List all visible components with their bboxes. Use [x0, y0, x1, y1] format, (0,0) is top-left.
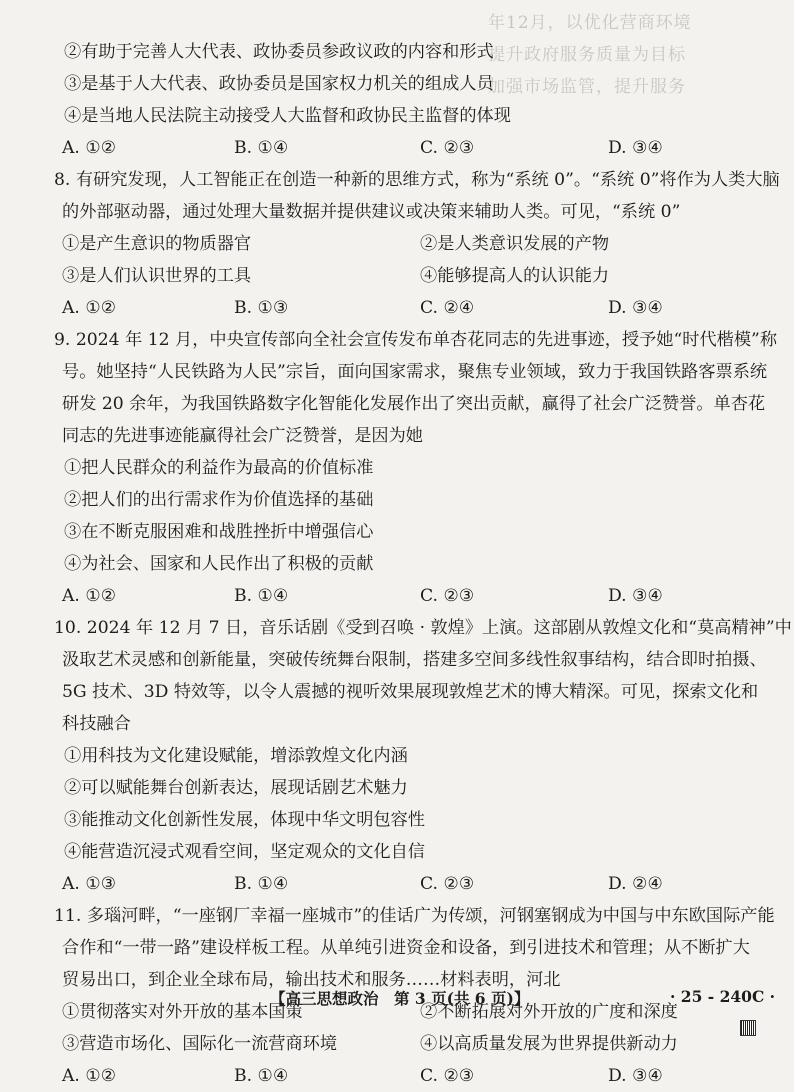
- choice-b: B. ①④: [234, 874, 289, 894]
- q8-option-3: ③是人们认识世界的工具: [62, 266, 252, 286]
- q11-stem-line: 贸易出口，到企业全球布局，输出技术和服务……材料表明，河北: [62, 970, 561, 990]
- q7-option-2: ②有助于完善人大代表、政协委员参政议政的内容和形式: [64, 42, 494, 62]
- choice-a: A. ①③: [62, 874, 117, 894]
- q10-stem-line: 汲取艺术灵感和创新能量，突破传统舞台限制，搭建多空间多线性叙事结构，结合即时拍摄、: [62, 650, 767, 670]
- q8-stem-line: 8. 有研究发现，人工智能正在创造一种新的思维方式，称为“系统 0”。“系统 0”将作为人类大脑: [54, 170, 780, 190]
- q10-option-2: ②可以赋能舞台创新表达，展现话剧艺术魅力: [64, 778, 408, 798]
- choice-b: B. ①④: [234, 586, 289, 606]
- q11-stem-line: 11. 多瑙河畔，“一座钢厂幸福一座城市”的佳话广为传颂，河钢塞钢成为中国与中东欧国际产能: [54, 906, 775, 926]
- q10-stem-line: 科技融合: [62, 714, 131, 734]
- q9-option-2: ②把人们的出行需求作为价值选择的基础: [64, 490, 374, 510]
- q7-option-4: ④是当地人民法院主动接受人大监督和政协民主监督的体现: [64, 106, 511, 126]
- choice-d: D. ③④: [608, 138, 663, 158]
- choice-c: C. ②③: [420, 586, 475, 606]
- q8-options-row: [62, 260, 752, 292]
- qr-code-icon: [740, 1020, 756, 1036]
- q8-stem-line: 的外部驱动器，通过处理大量数据并提供建议或决策来辅助人类。可见，“系统 0”: [62, 202, 681, 222]
- choice-b: B. ①④: [234, 138, 289, 158]
- choice-c: C. ②③: [420, 874, 475, 894]
- choice-a: A. ①②: [62, 1066, 117, 1086]
- q10-choices: [62, 868, 752, 900]
- choice-b: B. ①③: [234, 298, 289, 318]
- q8-option-1: ①是产生意识的物质器官: [62, 234, 252, 254]
- choice-d: D. ②④: [608, 874, 663, 894]
- page-footer: [0, 987, 794, 1011]
- bleed-through-text: 加强市场监管，提升服务: [488, 77, 686, 97]
- choice-c: C. ②③: [420, 1066, 475, 1086]
- footer-exam-code: · 25 - 240C ·: [670, 987, 776, 1006]
- question-content: [54, 36, 792, 1092]
- choice-a: A. ①②: [62, 586, 117, 606]
- footer-page-info: 【高三思想政治 第 3 页(共 6 页)】: [270, 989, 530, 1008]
- q8-option-4: ④能够提高人的认识能力: [420, 266, 610, 286]
- q9-stem-line: 同志的先进事迹能赢得社会广泛赞誉，是因为她: [62, 426, 423, 446]
- q10-stem-line: 5G 技术、3D 特效等，以令人震撼的视听效果展现敦煌艺术的博大精深。可见，探索文化和: [62, 682, 759, 702]
- q9-stem-line: 9. 2024 年 12 月，中央宣传部向全社会宣传发布单杏花同志的先进事迹，授予她“时代楷模”称: [54, 330, 778, 350]
- bleed-through-text: 年12月，以优化营商环境: [488, 13, 692, 33]
- choice-d: D. ③④: [608, 586, 663, 606]
- q7-choices: [62, 132, 752, 164]
- choice-d: D. ③④: [608, 298, 663, 318]
- q9-option-4: ④为社会、国家和人民作出了积极的贡献: [64, 554, 374, 574]
- q8-options-row: [62, 228, 752, 260]
- q11-option-3: ③营造市场化、国际化一流营商环境: [62, 1034, 338, 1054]
- q10-stem-line: 10. 2024 年 12 月 7 日，音乐话剧《受到召唤 · 敦煌》上演。这部剧从敦煌文化和“莫高精神”中: [54, 618, 792, 638]
- q11-options-row: [62, 1028, 752, 1060]
- q11-option-2: ②不断拓展对外开放的广度和深度: [420, 1002, 678, 1022]
- choice-d: D. ③④: [608, 1066, 663, 1086]
- q9-choices: [62, 580, 752, 612]
- q11-option-4: ④以高质量发展为世界提供新动力: [420, 1034, 678, 1054]
- q10-option-3: ③能推动文化创新性发展，体现中华文明包容性: [64, 810, 425, 830]
- bleed-through-text: 提升政府服务质量为目标: [488, 45, 686, 65]
- q9-option-3: ③在不断克服困难和战胜挫折中增强信心: [64, 522, 374, 542]
- choice-b: B. ①④: [234, 1066, 289, 1086]
- choice-a: A. ①②: [62, 298, 117, 318]
- q11-stem-line: 合作和“一带一路”建设样板工程。从单纯引进资金和设备，到引进技术和管理；从不断扩大: [62, 938, 750, 958]
- q9-stem-line: 号。她坚持“人民铁路为人民”宗旨，面向国家需求，聚焦专业领域，致力于我国铁路客票系统: [62, 362, 768, 382]
- q8-option-2: ②是人类意识发展的产物: [420, 234, 610, 254]
- q10-option-4: ④能营造沉浸式观看空间，坚定观众的文化自信: [64, 842, 425, 862]
- q11-choices: [62, 1060, 752, 1092]
- q7-option-3: ③是基于人大代表、政协委员是国家权力机关的组成人员: [64, 74, 494, 94]
- choice-c: C. ②③: [420, 138, 475, 158]
- q8-choices: [62, 292, 752, 324]
- q9-stem-line: 研发 20 余年，为我国铁路数字化智能化发展作出了突出贡献，赢得了社会广泛赞誉。单杏花: [62, 394, 766, 414]
- choice-c: C. ②④: [420, 298, 475, 318]
- q9-option-1: ①把人民群众的利益作为最高的价值标准: [64, 458, 374, 478]
- q10-option-1: ①用科技为文化建设赋能，增添敦煌文化内涵: [64, 746, 408, 766]
- q11-option-1: ①贯彻落实对外开放的基本国策: [62, 1002, 303, 1022]
- choice-a: A. ①②: [62, 138, 117, 158]
